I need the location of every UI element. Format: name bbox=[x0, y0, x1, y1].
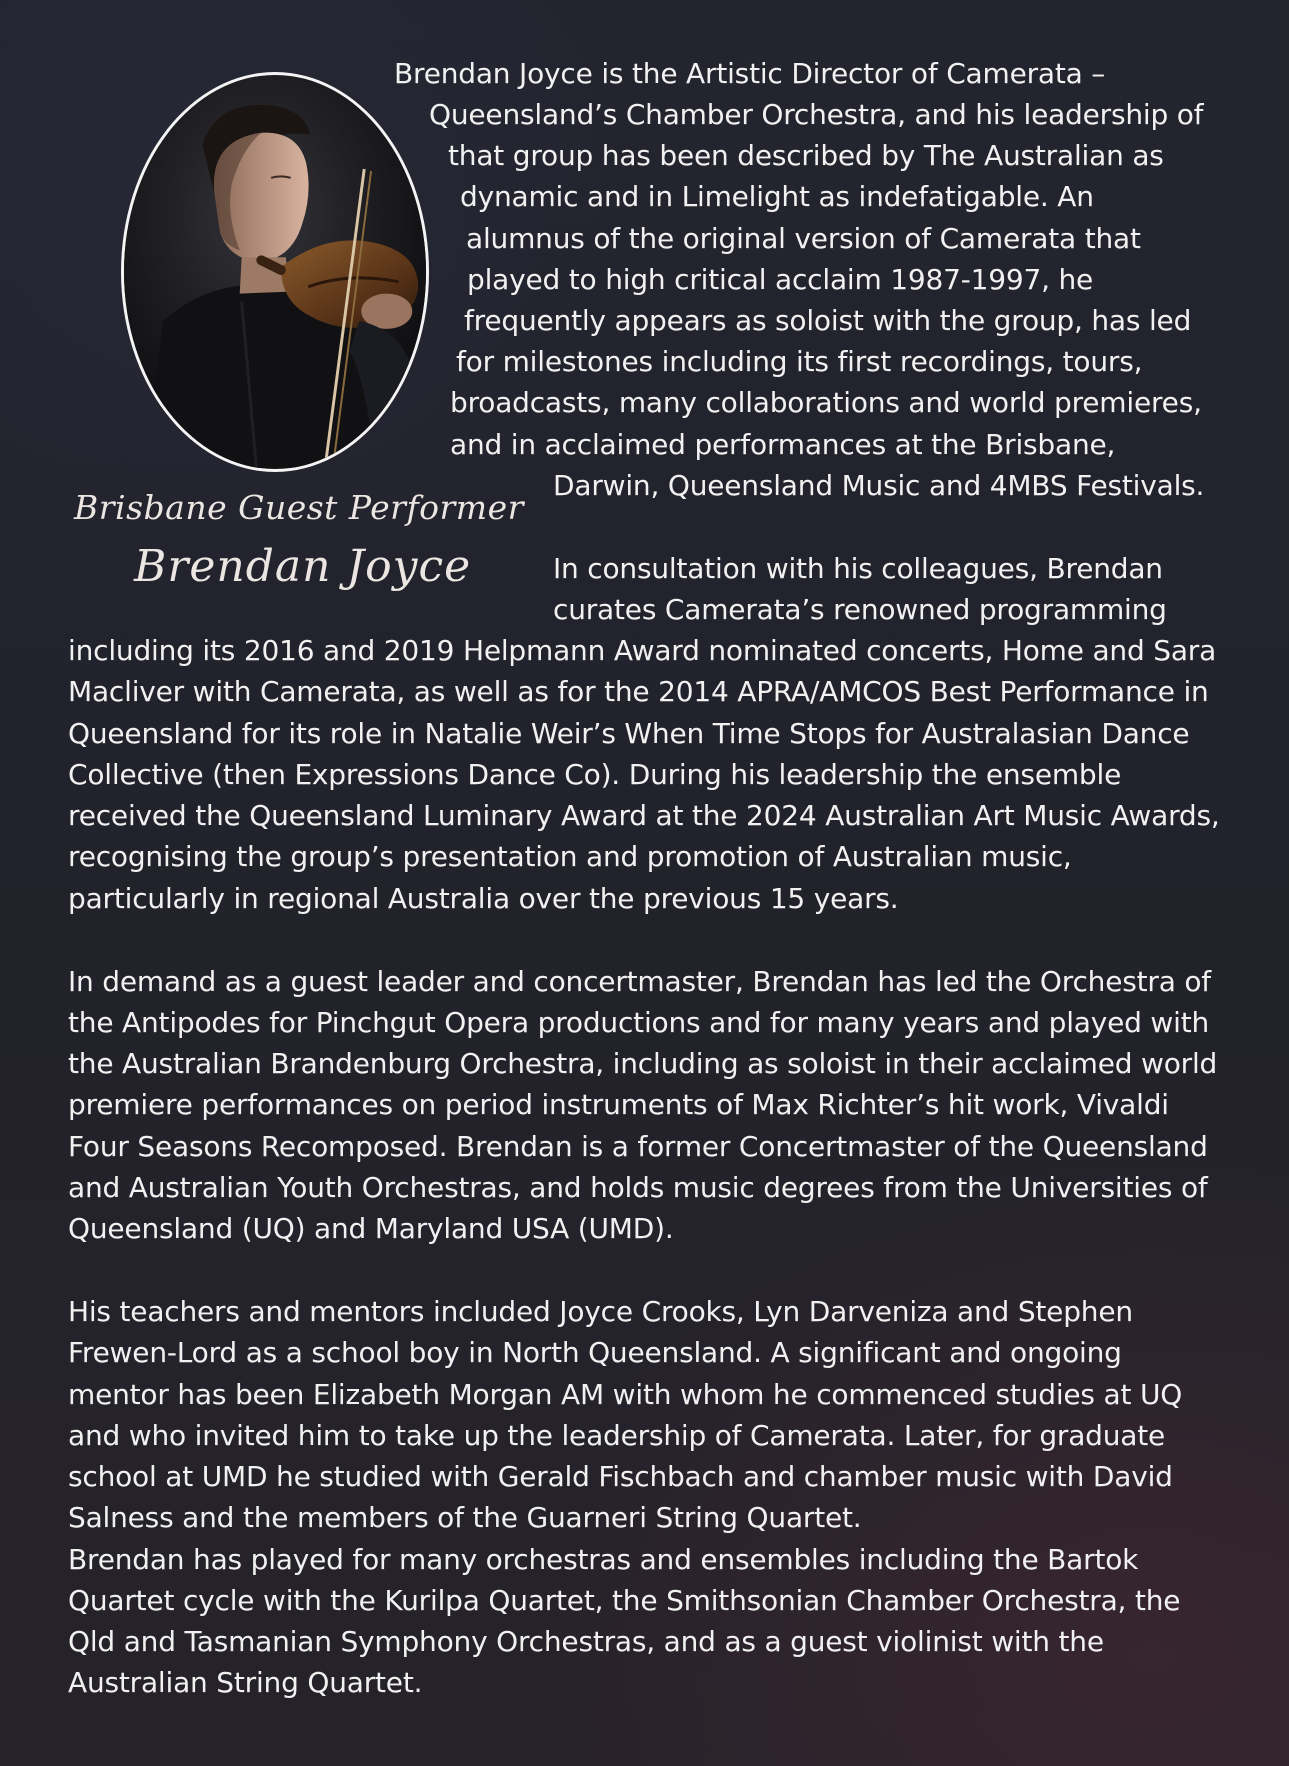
bio-teachers-line: Australian String Quartet. bbox=[68, 1666, 423, 1699]
portrait-photo bbox=[121, 72, 429, 472]
bio-curation-line: received the Queensland Luminary Award at the 2024 Australian Art Music Awards, bbox=[68, 799, 1220, 832]
bio-intro-line: that group has been described by The Australian as bbox=[448, 139, 1164, 172]
performer-name: Brendan Joyce bbox=[134, 541, 472, 592]
bio-teachers-line: Qld and Tasmanian Symphony Orchestras, and as a guest violinist with the bbox=[68, 1625, 1104, 1658]
bio-teachers-line: and who invited him to take up the leadership of Camerata. Later, for graduate bbox=[68, 1419, 1166, 1452]
bio-teachers-line: Salness and the members of the Guarneri String Quartet. bbox=[68, 1501, 862, 1534]
bio-intro-line: played to high critical acclaim 1987-1997, he bbox=[467, 263, 1094, 296]
bio-guest-line: and Australian Youth Orchestras, and holds music degrees from the Universities of bbox=[68, 1171, 1208, 1204]
bio-curation-line: curates Camerata’s renowned programming bbox=[553, 593, 1167, 626]
bio-teachers-line: Frewen-Lord as a school boy in North Queensland. A significant and ongoing bbox=[68, 1336, 1122, 1369]
bio-teachers-line: mentor has been Elizabeth Morgan AM with whom he commenced studies at UQ bbox=[68, 1378, 1183, 1411]
bio-intro-line: broadcasts, many collaborations and world premieres, bbox=[450, 386, 1202, 419]
bio-guest-line: the Antipodes for Pinchgut Opera productions and for many years and played with bbox=[68, 1006, 1210, 1039]
violinist-illustration bbox=[124, 75, 426, 469]
bio-intro-line: for milestones including its first recordings, tours, bbox=[456, 345, 1143, 378]
bio-guest-line: Queensland (UQ) and Maryland USA (UMD). bbox=[68, 1212, 674, 1245]
bio-guest-line: In demand as a guest leader and concertmaster, Brendan has led the Orchestra of bbox=[68, 965, 1211, 998]
bio-intro-line: frequently appears as soloist with the group, has led bbox=[464, 304, 1192, 337]
bio-curation-line: Queensland for its role in Natalie Weir’s When Time Stops for Australasian Dance bbox=[68, 717, 1190, 750]
bio-curation-line: particularly in regional Australia over the previous 15 years. bbox=[68, 882, 899, 915]
bio-curation-line: including its 2016 and 2019 Helpmann Award nominated concerts, Home and Sara bbox=[68, 634, 1217, 667]
bio-intro-line: Darwin, Queensland Music and 4MBS Festivals. bbox=[553, 469, 1205, 502]
bio-intro-line: dynamic and in Limelight as indefatigable. An bbox=[460, 180, 1094, 213]
guest-performer-subtitle: Brisbane Guest Performer bbox=[74, 488, 524, 527]
bio-curation-line: Collective (then Expressions Dance Co). During his leadership the ensemble bbox=[68, 758, 1122, 791]
bio-teachers-line: Quartet cycle with the Kurilpa Quartet, the Smithsonian Chamber Orchestra, the bbox=[68, 1584, 1181, 1617]
bio-teachers-line: school at UMD he studied with Gerald Fischbach and chamber music with David bbox=[68, 1460, 1173, 1493]
bio-curation-line: recognising the group’s presentation and promotion of Australian music, bbox=[68, 840, 1072, 873]
bio-intro-line: alumnus of the original version of Camerata that bbox=[466, 222, 1141, 255]
bio-intro-line: Brendan Joyce is the Artistic Director of Camerata – bbox=[394, 57, 1106, 90]
bio-guest-line: Four Seasons Recomposed. Brendan is a former Concertmaster of the Queensland bbox=[68, 1130, 1208, 1163]
bio-teachers-line: Brendan has played for many orchestras and ensembles including the Bartok bbox=[68, 1543, 1139, 1576]
bio-teachers-line: His teachers and mentors included Joyce Crooks, Lyn Darveniza and Stephen bbox=[68, 1295, 1133, 1328]
bio-guest-line: premiere performances on period instruments of Max Richter’s hit work, Vivaldi bbox=[68, 1088, 1169, 1121]
bio-intro-line: Queensland’s Chamber Orchestra, and his leadership of bbox=[429, 98, 1204, 131]
bio-guest-line: the Australian Brandenburg Orchestra, including as soloist in their acclaimed world bbox=[68, 1047, 1218, 1080]
bio-intro-line: and in acclaimed performances at the Brisbane, bbox=[450, 428, 1116, 461]
bio-curation-line: Macliver with Camerata, as well as for the 2014 APRA/AMCOS Best Performance in bbox=[68, 675, 1209, 708]
bio-curation-line: In consultation with his colleagues, Brendan bbox=[553, 552, 1163, 585]
